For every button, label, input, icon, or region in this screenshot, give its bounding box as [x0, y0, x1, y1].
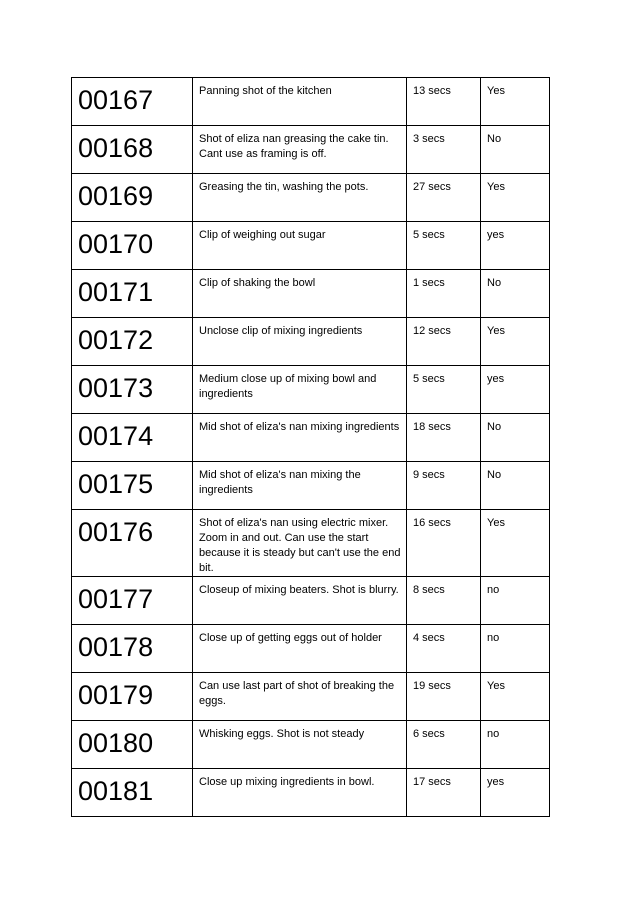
clip-description: Unclose clip of mixing ingredients: [199, 325, 363, 337]
description-cell: [193, 366, 407, 414]
clip-number-cell: [72, 673, 193, 721]
duration-cell: [407, 673, 481, 721]
description-cell: [193, 126, 407, 174]
clip-usable: yes: [487, 229, 505, 241]
usable-cell: [481, 126, 550, 174]
clip-number-cell: [72, 318, 193, 366]
clip-duration: 5 secs: [413, 229, 445, 241]
description-cell: [193, 769, 407, 817]
clip-number: 00175: [78, 469, 154, 499]
description-cell: [193, 577, 407, 625]
clip-description: Clip of weighing out sugar: [199, 229, 326, 241]
table-row: [72, 174, 550, 222]
table-row: [72, 673, 550, 721]
clip-duration: 4 secs: [413, 632, 445, 644]
clip-usable: no: [487, 584, 500, 596]
duration-cell: [407, 318, 481, 366]
clip-number: 00172: [78, 325, 154, 355]
clip-number-cell: [72, 577, 193, 625]
clip-description: Can use last part of shot of breaking the eggs.: [199, 680, 395, 707]
clip-usable: No: [487, 133, 502, 145]
usable-cell: [481, 769, 550, 817]
description-cell: [193, 414, 407, 462]
usable-cell: [481, 78, 550, 126]
description-cell: [193, 318, 407, 366]
clip-duration: 8 secs: [413, 584, 445, 596]
clip-number-cell: [72, 721, 193, 769]
clip-number: 00169: [78, 181, 154, 211]
clip-number-cell: [72, 174, 193, 222]
clip-number-cell: [72, 769, 193, 817]
clip-number-cell: [72, 366, 193, 414]
usable-cell: [481, 462, 550, 510]
description-cell: [193, 625, 407, 673]
clip-number-cell: [72, 270, 193, 318]
duration-cell: [407, 721, 481, 769]
usable-cell: [481, 721, 550, 769]
clip-description: Shot of eliza nan greasing the cake tin. Cant use as framing is off.: [199, 133, 389, 160]
clip-usable: yes: [487, 373, 505, 385]
table-row: [72, 414, 550, 462]
usable-cell: [481, 270, 550, 318]
clip-number-cell: [72, 462, 193, 510]
clip-description: Panning shot of the kitchen: [199, 85, 332, 97]
clip-description: Closeup of mixing beaters. Shot is blurry.: [199, 584, 399, 596]
duration-cell: [407, 577, 481, 625]
clip-number: 00174: [78, 421, 154, 451]
clip-description: Whisking eggs. Shot is not steady: [199, 728, 365, 740]
clip-usable: Yes: [487, 85, 505, 97]
table-row: [72, 721, 550, 769]
clip-number: 00181: [78, 776, 154, 806]
clip-description: Shot of eliza's nan using electric mixer. Zoom in and out. Can use the start because it is steady but can't use the end bit.: [199, 517, 401, 574]
clip-duration: 12 secs: [413, 325, 451, 337]
clip-duration: 19 secs: [413, 680, 451, 692]
clip-number-cell: [72, 78, 193, 126]
duration-cell: [407, 769, 481, 817]
clip-number: 00179: [78, 680, 154, 710]
clip-duration: 3 secs: [413, 133, 445, 145]
duration-cell: [407, 414, 481, 462]
usable-cell: [481, 222, 550, 270]
clip-description: Clip of shaking the bowl: [199, 277, 316, 289]
clip-usable: yes: [487, 776, 505, 788]
usable-cell: [481, 625, 550, 673]
clip-duration: 1 secs: [413, 277, 445, 289]
clip-number-cell: [72, 625, 193, 673]
duration-cell: [407, 270, 481, 318]
clip-duration: 6 secs: [413, 728, 445, 740]
clip-usable: No: [487, 277, 502, 289]
table-row: [72, 625, 550, 673]
clip-usable: No: [487, 469, 502, 481]
clip-number: 00178: [78, 632, 154, 662]
table-row: [72, 769, 550, 817]
clip-number: 00177: [78, 584, 154, 614]
footage-log-table: [71, 77, 550, 817]
clip-description: Greasing the tin, washing the pots.: [199, 181, 369, 193]
duration-cell: [407, 625, 481, 673]
clip-number-cell: [72, 222, 193, 270]
duration-cell: [407, 366, 481, 414]
description-cell: [193, 673, 407, 721]
clip-duration: 18 secs: [413, 421, 451, 433]
usable-cell: [481, 174, 550, 222]
table-row: [72, 270, 550, 318]
clip-usable: Yes: [487, 680, 505, 692]
clip-usable: no: [487, 728, 500, 740]
clip-duration: 5 secs: [413, 373, 445, 385]
clip-description: Close up of getting eggs out of holder: [199, 632, 382, 644]
duration-cell: [407, 222, 481, 270]
clip-usable: Yes: [487, 181, 505, 193]
usable-cell: [481, 673, 550, 721]
duration-cell: [407, 462, 481, 510]
usable-cell: [481, 414, 550, 462]
duration-cell: [407, 78, 481, 126]
duration-cell: [407, 510, 481, 577]
clip-description: Medium close up of mixing bowl and ingredients: [199, 373, 377, 400]
usable-cell: [481, 366, 550, 414]
clip-number: 00176: [78, 517, 154, 547]
clip-description: Close up mixing ingredients in bowl.: [199, 776, 375, 788]
clip-number: 00180: [78, 728, 154, 758]
description-cell: [193, 78, 407, 126]
table-row: [72, 510, 550, 577]
description-cell: [193, 462, 407, 510]
clip-duration: 17 secs: [413, 776, 451, 788]
usable-cell: [481, 510, 550, 577]
clip-usable: No: [487, 421, 502, 433]
clip-description: Mid shot of eliza's nan mixing ingredients: [199, 421, 400, 433]
clip-number-cell: [72, 126, 193, 174]
table-row: [72, 222, 550, 270]
clip-number-cell: [72, 510, 193, 577]
description-cell: [193, 270, 407, 318]
clip-usable: no: [487, 632, 500, 644]
clip-usable: Yes: [487, 325, 505, 337]
description-cell: [193, 222, 407, 270]
description-cell: [193, 174, 407, 222]
usable-cell: [481, 577, 550, 625]
clip-number: 00167: [78, 85, 154, 115]
table-row: [72, 577, 550, 625]
clip-duration: 9 secs: [413, 469, 445, 481]
table-row: [72, 462, 550, 510]
table-row: [72, 366, 550, 414]
clip-duration: 27 secs: [413, 181, 451, 193]
clip-number: 00173: [78, 373, 154, 403]
clip-number: 00168: [78, 133, 154, 163]
clip-number: 00171: [78, 277, 154, 307]
description-cell: [193, 510, 407, 577]
clip-number: 00170: [78, 229, 154, 259]
clip-number-cell: [72, 414, 193, 462]
clip-duration: 13 secs: [413, 85, 451, 97]
duration-cell: [407, 174, 481, 222]
clip-description: Mid shot of eliza's nan mixing the ingredients: [199, 469, 361, 496]
table-row: [72, 126, 550, 174]
duration-cell: [407, 126, 481, 174]
table-row: [72, 78, 550, 126]
usable-cell: [481, 318, 550, 366]
description-cell: [193, 721, 407, 769]
table-row: [72, 318, 550, 366]
clip-duration: 16 secs: [413, 517, 451, 529]
clip-usable: Yes: [487, 517, 505, 529]
